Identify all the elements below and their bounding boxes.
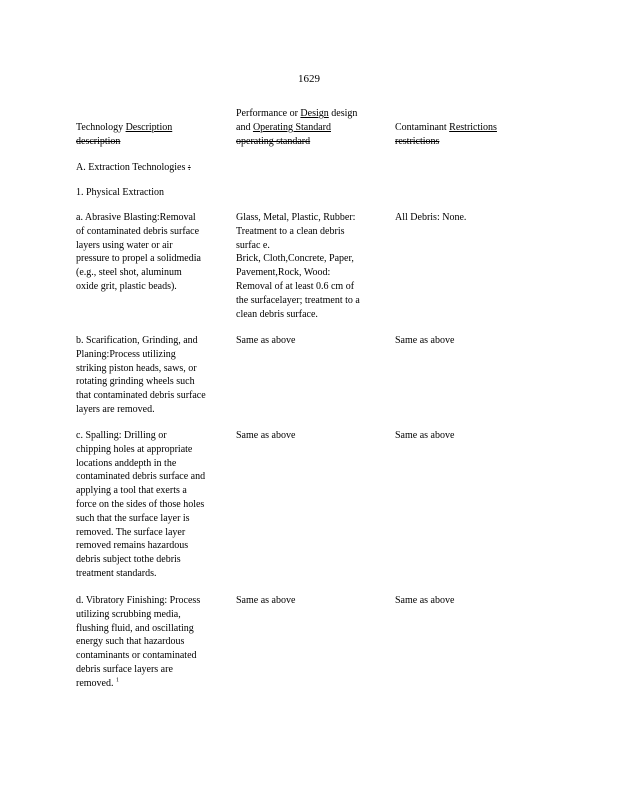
row-d-footnote-marker: 1 xyxy=(116,677,119,684)
subsection-heading: 1. Physical Extraction xyxy=(76,187,165,198)
header-technology-label: Technology xyxy=(76,122,126,133)
header-and-prefix: and xyxy=(236,121,253,133)
row-b-technology: b. Scarification, Grinding, and Planing:Process utilizing striking piston heads, saws, or rotating grinding wheels such that contaminated debris surface layers are removed. xyxy=(76,335,206,415)
row-c-restrictions: Same as above xyxy=(395,430,455,441)
header-design-underlined: Design xyxy=(300,108,329,119)
header-description-underlined: Description xyxy=(125,122,173,133)
header-design-suffix: design xyxy=(328,108,358,119)
header-restrictions-underlined: Restrictions xyxy=(449,122,497,133)
header-description-struck: description xyxy=(76,135,121,147)
row-d-technology-cell xyxy=(76,594,228,691)
header-operating-standard-underlined: Operating Standard xyxy=(252,121,331,133)
row-b-restrictions: Same as above xyxy=(395,335,455,346)
header-contaminant-restrictions xyxy=(395,121,525,149)
row-c-technology: c. Spalling: Drilling or chipping holes at appropriate locations anddepth in the contaminated debris surface and applying a tool that exerts a force on the sides of those holes such that the surface layer is removed. The surface layer removed remains hazardous debris subject tothe debris treatment standards. xyxy=(76,430,206,579)
header-contaminant-label: Contaminant xyxy=(395,122,450,133)
section-heading-struck-colon: : xyxy=(187,162,191,173)
row-c-performance: Same as above xyxy=(236,430,296,441)
row-b-performance: Same as above xyxy=(236,335,296,346)
row-d-restrictions: Same as above xyxy=(395,595,455,606)
row-d-performance: Same as above xyxy=(236,595,296,606)
header-performance-standard xyxy=(236,107,386,148)
header-restrictions-struck: restrictions xyxy=(395,135,440,147)
page-number: 1629 xyxy=(298,73,320,85)
header-operating-standard-struck: operating standard xyxy=(236,135,311,147)
row-d-technology: d. Vibratory Finishing: Process utilizing scrubbing media, flushing fluid, and oscillating energy such that hazardous contaminants or contaminated debris surface layers are removed. xyxy=(76,595,201,689)
row-a-performance: Glass, Metal, Plastic, Rubber: Treatment to a clean debris surfac e. Brick, Cloth,Concrete, Paper, Pavement,Rock, Wood: Removal of at least 0.6 cm of the surfacelayer; treatment to a clean debris surface. xyxy=(236,212,360,320)
section-heading-text: A. Extraction Technologies xyxy=(76,162,186,173)
row-a-restrictions: All Debris: None. xyxy=(395,212,467,223)
header-performance-prefix: Performance or xyxy=(236,108,301,119)
section-heading xyxy=(76,161,276,175)
header-technology-description xyxy=(76,121,228,149)
row-a-technology: a. Abrasive Blasting:Removal of contaminated debris surface layers using water or air pressure to propel a solidmedia (e.g., steel shot, aluminum oxide grit, plastic beads). xyxy=(76,212,201,292)
